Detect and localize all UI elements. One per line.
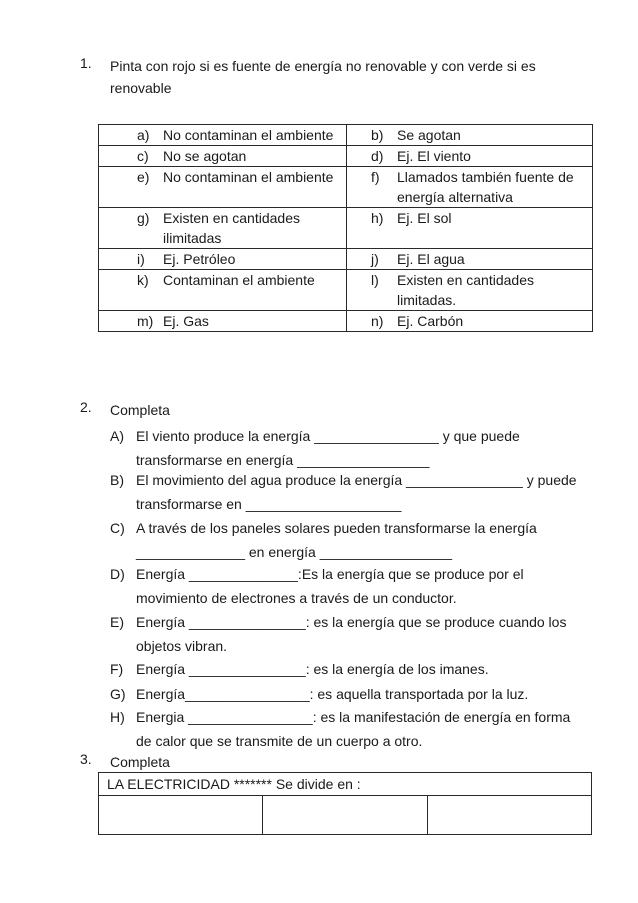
item-letter: G) [110,686,126,702]
energy-sources-table [98,124,593,332]
item-letter: j) [371,251,379,267]
item-letter: a) [137,127,150,143]
table-row [99,270,593,311]
item-text: A través de los paneles solares pueden transformarse la energía ______________ en energía _________________ [136,520,537,560]
electricity-table [98,772,592,835]
fill-in-item [110,468,580,512]
question-1-number: 1. [80,55,92,71]
fill-in-item [110,657,580,681]
table-cell[interactable] [99,208,347,249]
fill-in-item [110,610,580,654]
question-2-number: 2. [80,399,92,415]
item-letter: m) [137,313,154,329]
fill-in-item [110,682,580,706]
table-cell[interactable] [347,167,593,208]
table-cell[interactable] [99,167,347,208]
electricity-table-header: LA ELECTRICIDAD ******* Se divide en : [99,773,592,796]
item-letter: b) [371,127,384,143]
question-2-title: Completa [110,402,170,418]
item-text: Ej. Gas [163,313,209,329]
item-letter: d) [371,148,384,164]
fill-in-item [110,516,580,560]
table-row [99,167,593,208]
table-cell[interactable] [99,249,347,270]
item-text: Energía _______________: es la energía de los imanes. [136,661,489,677]
electricity-blank-cell-2[interactable] [263,796,427,835]
item-text: No contaminan el ambiente [163,127,334,143]
item-text: Existen en cantidades limitadas. [397,272,534,308]
item-text: Ej. El sol [397,210,452,226]
item-text: Energía _______________: es la energía que se produce cuando los objetos vibran. [136,614,567,654]
table-row [99,146,593,167]
item-letter: k) [137,272,149,288]
item-text: Ej. El agua [397,251,465,267]
item-text: Contaminan el ambiente [163,272,315,288]
item-text: Ej. Petróleo [163,251,236,267]
item-letter: n) [371,313,384,329]
table-cell[interactable] [99,125,347,146]
fill-in-item [110,705,580,749]
item-letter: D) [110,566,125,582]
item-letter: E) [110,614,124,630]
item-letter: c) [137,148,149,164]
fill-in-item [110,424,580,468]
table-row [99,249,593,270]
item-text: Llamados también fuente de energía alternativa [397,169,574,205]
item-text: El movimiento del agua produce la energía _______________ y puede transformarse en ____________________ [136,472,577,512]
table-cell[interactable] [347,270,593,311]
table-cell[interactable] [99,270,347,311]
table-cell[interactable] [347,311,593,332]
item-letter: B) [110,472,124,488]
item-letter: l) [371,272,379,288]
table-cell[interactable] [347,208,593,249]
table-cell[interactable] [99,311,347,332]
item-text: Ej. Carbón [397,313,464,329]
item-text: Ej. El viento [397,148,471,164]
table-cell[interactable] [99,146,347,167]
table-row [99,208,593,249]
electricity-blank-cell-3[interactable] [427,796,591,835]
question-1-text: Pinta con rojo si es fuente de energía no renovable y con verde si es renovable [110,58,536,96]
item-text: Existen en cantidades ilimitadas [163,210,300,246]
item-letter: F) [110,661,124,677]
item-letter: A) [110,428,124,444]
item-letter: i) [137,251,145,267]
item-text: Energia ________________: es la manifestación de energía en forma de calor que se transmite de un cuerpo a otro. [136,709,571,749]
table-row [99,125,593,146]
item-letter: g) [137,210,150,226]
item-letter: H) [110,709,125,725]
table-row [99,311,593,332]
table-cell[interactable] [347,146,593,167]
electricity-blank-cell-1[interactable] [99,796,263,835]
item-text: Se agotan [397,127,461,143]
item-text: Energía________________: es aquella transportada por la luz. [136,686,529,702]
item-text: Energía ______________:Es la energía que se produce por el movimiento de electrones a través de un conductor. [136,566,524,606]
item-letter: f) [371,169,380,185]
item-text: No contaminan el ambiente [163,169,334,185]
item-letter: C) [110,520,125,536]
item-text: No se agotan [163,148,247,164]
question-3-number: 3. [80,751,92,767]
table-cell[interactable] [347,249,593,270]
item-letter: e) [137,169,150,185]
fill-in-item [110,562,580,606]
question-3-title: Completa [110,754,170,770]
item-text: El viento produce la energía ________________ y que puede transformarse en energía _________________ [136,428,520,468]
table-cell[interactable] [347,125,593,146]
item-letter: h) [371,210,384,226]
